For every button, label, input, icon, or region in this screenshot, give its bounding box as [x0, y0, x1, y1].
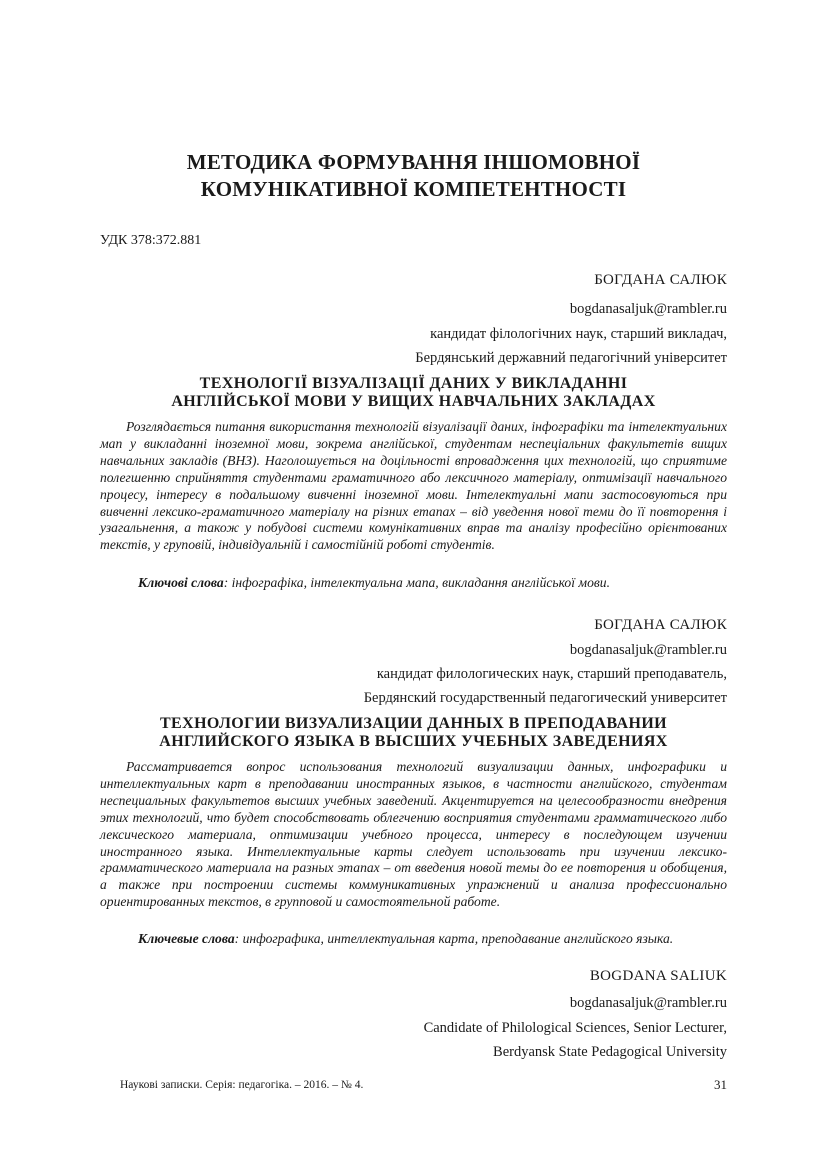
author-email-uk[interactable]: bogdanasaljuk@rambler.ru — [569, 301, 727, 317]
keywords-ru — [100, 930, 727, 947]
author-name-ru: БОГДАНА САЛЮК — [594, 617, 727, 633]
author-name-en: BOGDANA SALIUK — [589, 968, 727, 984]
keywords-label-uk: Ключові слова — [138, 575, 224, 590]
article-title-uk-line2: АНГЛІЙСЬКОЇ МОВИ У ВИЩИХ НАВЧАЛЬНИХ ЗАКЛАДАХ — [171, 393, 656, 410]
abstract-uk: Розглядається питання використання технологій візуалізації даних, інфографіки та інтелектуальних мап у викладанні іноземної мови, зокрема англійської, студентам неспеціальних факультетів вищих навчальних закладів (ВНЗ). Наголошується на доцільності впровадження цих технологій, що сприятиме полегшенню сприйняття студентами граматичного або лексичного матеріалу, оптимізації навчального процесу, інтересу в подальшому вивченні іноземної мови. Інтелектуальні мапи застосовуються при вивченні лексико-граматичного матеріалу на різних етапах – від уведення нової теми до її повторення і узагальнення, а також у побудові системи комунікативних вправ та аналізу професійно орієнтованих текстів, у груповій, індивідуальній і самостійній роботі студентів. — [100, 419, 727, 553]
keywords-uk — [100, 574, 727, 591]
abstract-ru: Рассматривается вопрос использования технологий визуализации данных, инфографики и интеллектуальных карт в преподавании иностранных языков, в частности английского, студентам неспециальных факультетов высших учебных заведений. Акцентируется на целесообразности внедрения этих технологий, что будет способствовать облегчению восприятия студентами грамматического либо лексического материала, оптимизации учебного процесса, интересу в последующем изучении иностранного языка. Интеллектуальные карты следует использовать при изучении лексико-грамматического материала на разных этапах – от введения новой темы до ее повторения и обобщения, а также при построении системы коммуникативных упражнений и анализа профессионально ориентированных текстов, в групповой и самостоятельной работе. — [100, 759, 727, 910]
author-email-ru[interactable]: bogdanasaljuk@rambler.ru — [569, 642, 727, 658]
keywords-text-uk: : інфографіка, інтелектуальна мапа, викладання англійської мови. — [223, 575, 610, 590]
article-title-ru — [100, 715, 727, 751]
author-affiliation-uk: Бердянський державний педагогічний університет — [415, 350, 727, 366]
author-email-en[interactable]: bogdanasaljuk@rambler.ru — [569, 995, 727, 1011]
author-affiliation-ru: Бердянский государственный педагогический университет — [363, 690, 727, 706]
keywords-label-ru: Ключевые слова — [138, 931, 235, 946]
author-position-uk: кандидат філологічних наук, старший викладач, — [430, 326, 727, 342]
keywords-text-ru: : инфографика, интеллектуальная карта, преподавание английского языка. — [234, 931, 674, 946]
author-position-en: Candidate of Philological Sciences, Senior Lecturer, — [423, 1020, 727, 1036]
article-title-ru-line2: АНГЛИЙСКОГО ЯЗЫКА В ВЫСШИХ УЧЕБНЫХ ЗАВЕДЕНИЯХ — [159, 733, 668, 750]
author-affiliation-en: Berdyansk State Pedagogical University — [493, 1044, 727, 1060]
main-title — [100, 149, 727, 203]
article-title-uk-line1: ТЕХНОЛОГІЇ ВІЗУАЛІЗАЦІЇ ДАНИХ У ВИКЛАДАННІ — [199, 375, 628, 392]
main-title-line1: МЕТОДИКА ФОРМУВАННЯ ІНШОМОВНОЇ — [186, 150, 641, 174]
udk-code: УДК 378:372.881 — [100, 233, 202, 248]
author-name-uk: БОГДАНА САЛЮК — [594, 272, 727, 288]
journal-footer: Наукові записки. Серія: педагогіка. – 2016. – № 4. — [120, 1079, 364, 1091]
article-title-ru-line1: ТЕХНОЛОГИИ ВИЗУАЛИЗАЦИИ ДАННЫХ В ПРЕПОДАВАНИИ — [159, 715, 668, 732]
main-title-line2: КОМУНІКАТИВНОЇ КОМПЕТЕНТНОСТІ — [200, 177, 627, 201]
page-number: 31 — [714, 1077, 727, 1092]
article-title-uk — [100, 375, 727, 411]
author-position-ru: кандидат филологических наук, старший преподаватель, — [376, 666, 727, 682]
